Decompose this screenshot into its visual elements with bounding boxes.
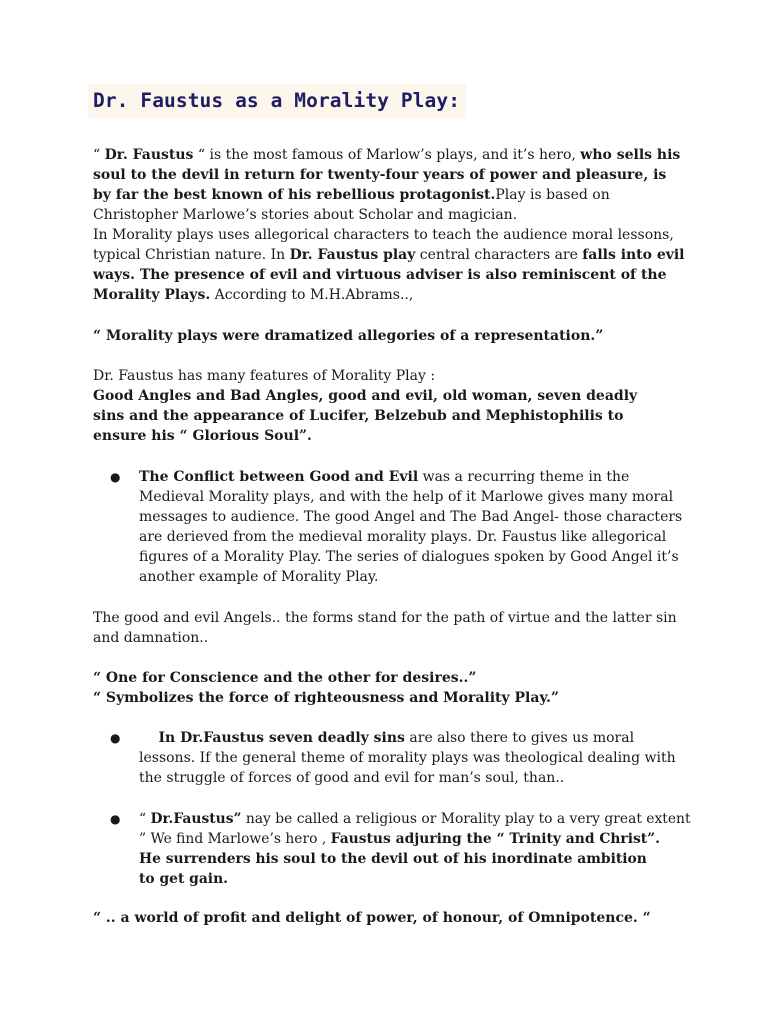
text-line: the struggle of forces of good and evil for man’s soul, than.. [139,770,565,786]
quote-omnipotence [93,908,683,928]
text-line: Christopher Marlowe’s stories about Scholar and magician. [93,207,518,223]
text-line: He surrenders his soul to the devil out of his inordinate ambition [139,851,647,867]
text-line: Good Angles and Bad Angles, good and evil, old woman, seven deadly [93,388,638,404]
text-line: typical Christian nature. In Dr. Faustus play central characters are falls into evil [93,247,685,263]
text-line: In Dr.Faustus seven deadly sins are also there to gives us moral [139,730,635,746]
text-line: and damnation.. [93,630,209,646]
intro-paragraph [93,145,683,305]
text-line: messages to audience. The good Angel and The Bad Angel- those characters [139,509,683,525]
quote-abrams [93,326,683,346]
text-line: by far the best known of his rebellious protagonist.Play is based on [93,187,610,203]
bullet-icon: ● [110,812,121,826]
text-line: ways. The presence of evil and virtuous adviser is also reminiscent of the [93,267,667,283]
text-line: sins and the appearance of Lucifer, Belzebub and Mephistophilis to [93,408,624,424]
quote-text: “ One for Conscience and the other for desires..” [93,670,477,686]
text-line: Medieval Morality plays, and with the help of it Marlowe gives many moral [139,489,674,505]
text-line: another example of Morality Play. [139,569,379,585]
text-line: Morality Plays. According to M.H.Abrams.., [93,287,414,303]
text-line: “ Dr. Faustus “ is the most famous of Marlow’s plays, and it’s hero, who sells his [93,147,681,163]
bullet-icon: ● [110,731,121,745]
title-highlight [88,84,466,118]
quote-text: “ Symbolizes the force of righteousness and Morality Play.” [93,690,559,706]
text-line: to get gain. [139,871,228,887]
text-line: “ Dr.Faustus” nay be called a religious or Morality play to a very great extent [139,811,691,827]
angels-paragraph [93,608,683,648]
text-line: soul to the devil in return for twenty-four years of power and pleasure, is [93,167,667,183]
text-line: The Conflict between Good and Evil was a recurring theme in the [139,469,630,485]
text-line: In Morality plays uses allegorical characters to teach the audience moral lessons, [93,227,674,243]
text-line: figures of a Morality Play. The series of dialogues spoken by Good Angel it’s [139,549,679,565]
text-line: Dr. Faustus has many features of Morality Play : [93,368,436,384]
quote-text: “ Morality plays were dramatized allegories of a representation.” [93,328,604,344]
text-line: lessons. If the general theme of morality plays was theological dealing with [139,750,676,766]
text-line: The good and evil Angels.. the forms stand for the path of virtue and the latter sin [93,610,677,626]
bullet-icon: ● [110,470,121,484]
features-paragraph [93,366,683,446]
quotes-block [93,668,683,708]
text-line: ” We find Marlowe’s hero , Faustus adjuring the “ Trinity and Christ”. [139,831,660,847]
quote-text: “ .. a world of profit and delight of power, of honour, of Omnipotence. “ [93,910,651,926]
text-line: ensure his “ Glorious Soul”. [93,428,312,444]
text-line: are derieved from the medieval morality plays. Dr. Faustus like allegorical [139,529,667,545]
page-title: Dr. Faustus as a Morality Play: [93,89,461,112]
